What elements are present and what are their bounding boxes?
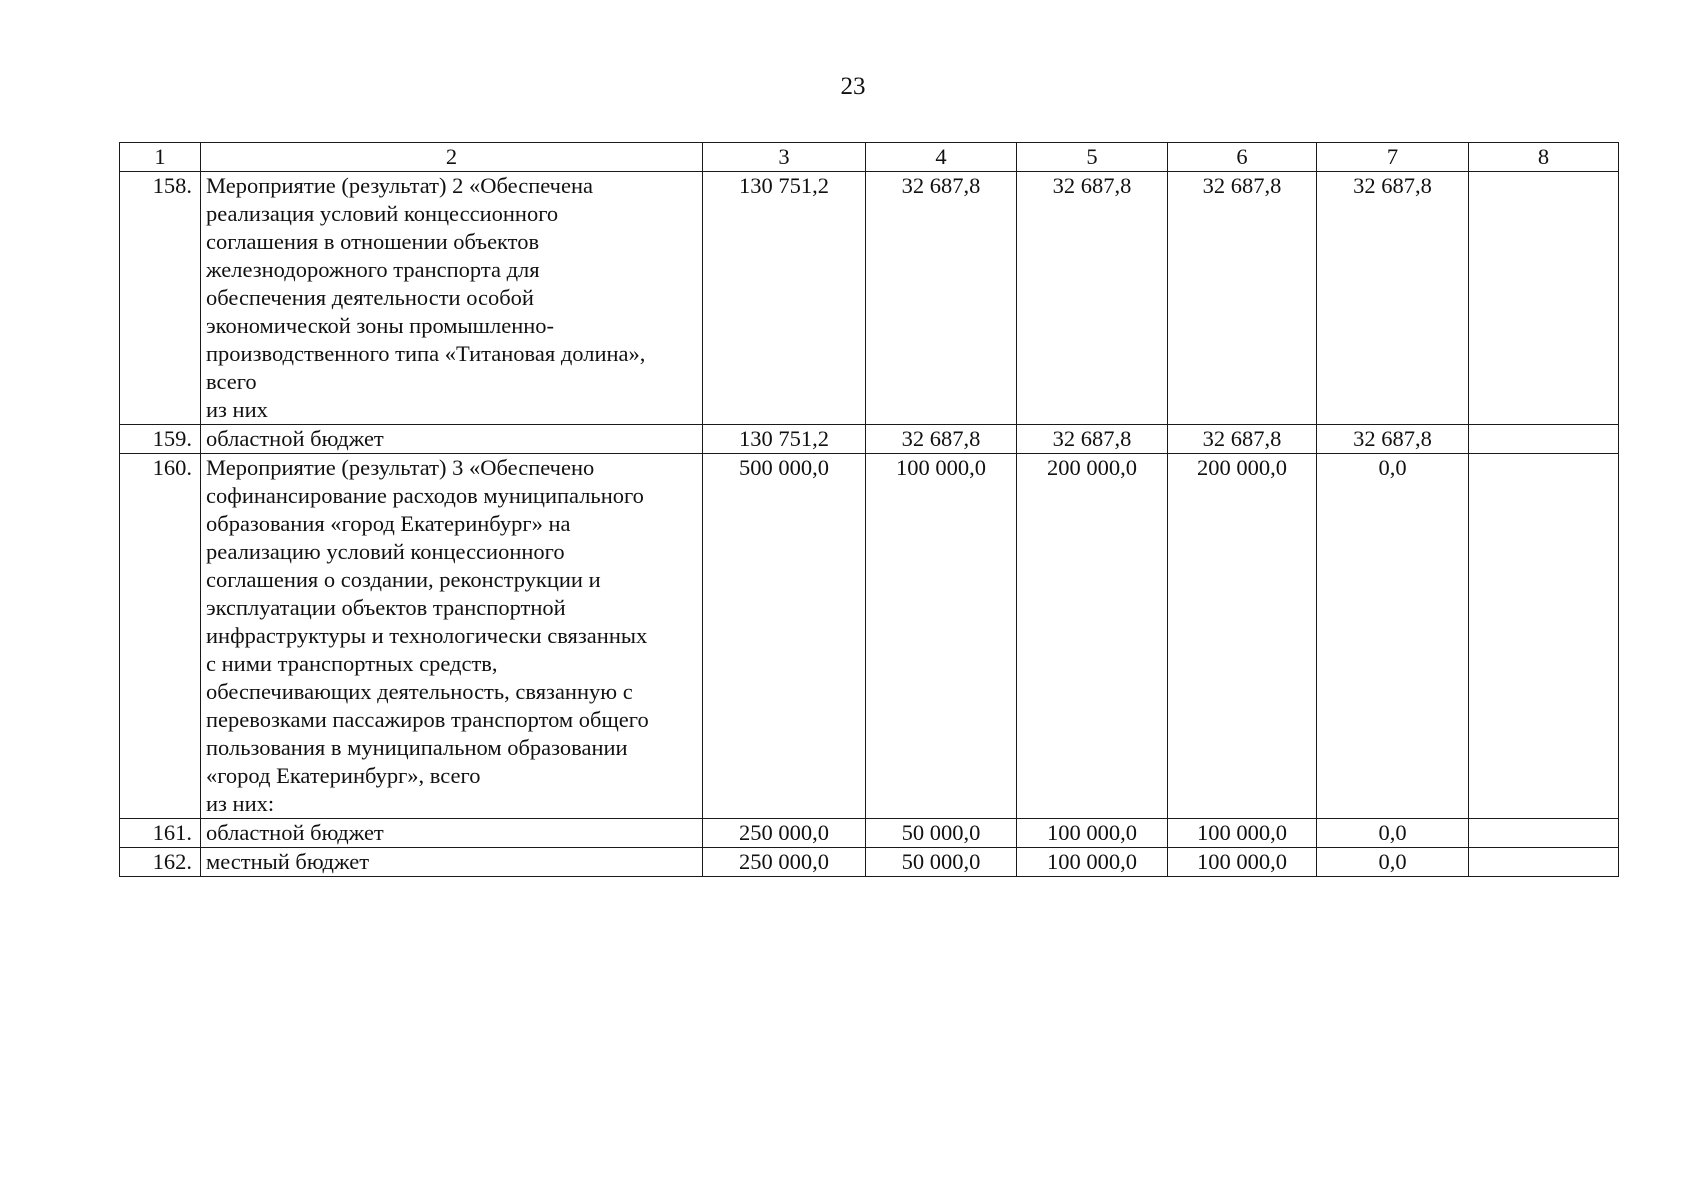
- cell-col-3: 250 000,0: [703, 848, 866, 877]
- cell-col-5: 200 000,0: [1017, 454, 1168, 819]
- column-header-2: 2: [201, 143, 703, 172]
- table-row: [120, 454, 1619, 819]
- row-number: 160.: [120, 454, 201, 819]
- cell-col-6: 100 000,0: [1168, 848, 1317, 877]
- page-number: 23: [840, 73, 866, 100]
- column-header-7: 7: [1317, 143, 1469, 172]
- cell-col-5: 100 000,0: [1017, 848, 1168, 877]
- cell-col-6: 100 000,0: [1168, 819, 1317, 848]
- cell-col-4: 50 000,0: [866, 819, 1017, 848]
- cell-col-5: 32 687,8: [1017, 172, 1168, 425]
- cell-col-5: 32 687,8: [1017, 425, 1168, 454]
- cell-col-8: [1469, 172, 1619, 425]
- cell-col-4: 32 687,8: [866, 425, 1017, 454]
- row-number: 162.: [120, 848, 201, 877]
- cell-col-3: 130 751,2: [703, 172, 866, 425]
- cell-col-4: 100 000,0: [866, 454, 1017, 819]
- cell-col-7: 32 687,8: [1317, 172, 1469, 425]
- cell-col-4: 32 687,8: [866, 172, 1017, 425]
- table-header-row: [120, 143, 1619, 172]
- column-header-6: 6: [1168, 143, 1317, 172]
- table-row: [120, 819, 1619, 848]
- cell-col-3: 250 000,0: [703, 819, 866, 848]
- cell-col-5: 100 000,0: [1017, 819, 1168, 848]
- cell-col-6: 32 687,8: [1168, 172, 1317, 425]
- row-description: областной бюджет: [201, 425, 703, 454]
- column-header-1: 1: [120, 143, 201, 172]
- cell-col-6: 200 000,0: [1168, 454, 1317, 819]
- cell-col-7: 32 687,8: [1317, 425, 1469, 454]
- cell-col-6: 32 687,8: [1168, 425, 1317, 454]
- table-row: [120, 425, 1619, 454]
- column-header-3: 3: [703, 143, 866, 172]
- row-number: 159.: [120, 425, 201, 454]
- cell-col-8: [1469, 454, 1619, 819]
- row-number: 158.: [120, 172, 201, 425]
- row-description: Мероприятие (результат) 3 «Обеспечено софинансирование расходов муниципального образования «город Екатеринбург» на реализацию условий концессионного соглашения о создании, реконструкции и эксплуатации объектов транспортной инфраструктуры и технологически связанных с ними транспортных средств, обеспечивающих деятельность, связанную с перевозками пассажиров транспортом общего пользования в муниципальном образовании «город Екатеринбург», всего из них:: [201, 454, 703, 819]
- row-description: местный бюджет: [201, 848, 703, 877]
- column-header-5: 5: [1017, 143, 1168, 172]
- row-description: Мероприятие (результат) 2 «Обеспечена реализация условий концессионного соглашения в отношении объектов железнодорожного транспорта для обеспечения деятельности особой экономической зоны промышленно- производственного типа «Титановая долина», всего из них: [201, 172, 703, 425]
- cell-col-8: [1469, 425, 1619, 454]
- cell-col-8: [1469, 819, 1619, 848]
- cell-col-4: 50 000,0: [866, 848, 1017, 877]
- column-header-8: 8: [1469, 143, 1619, 172]
- budget-table: [119, 142, 1619, 877]
- cell-col-7: 0,0: [1317, 819, 1469, 848]
- row-number: 161.: [120, 819, 201, 848]
- row-description: областной бюджет: [201, 819, 703, 848]
- cell-col-7: 0,0: [1317, 454, 1469, 819]
- cell-col-7: 0,0: [1317, 848, 1469, 877]
- column-header-4: 4: [866, 143, 1017, 172]
- table-row: [120, 848, 1619, 877]
- cell-col-3: 130 751,2: [703, 425, 866, 454]
- cell-col-3: 500 000,0: [703, 454, 866, 819]
- cell-col-8: [1469, 848, 1619, 877]
- table-row: [120, 172, 1619, 425]
